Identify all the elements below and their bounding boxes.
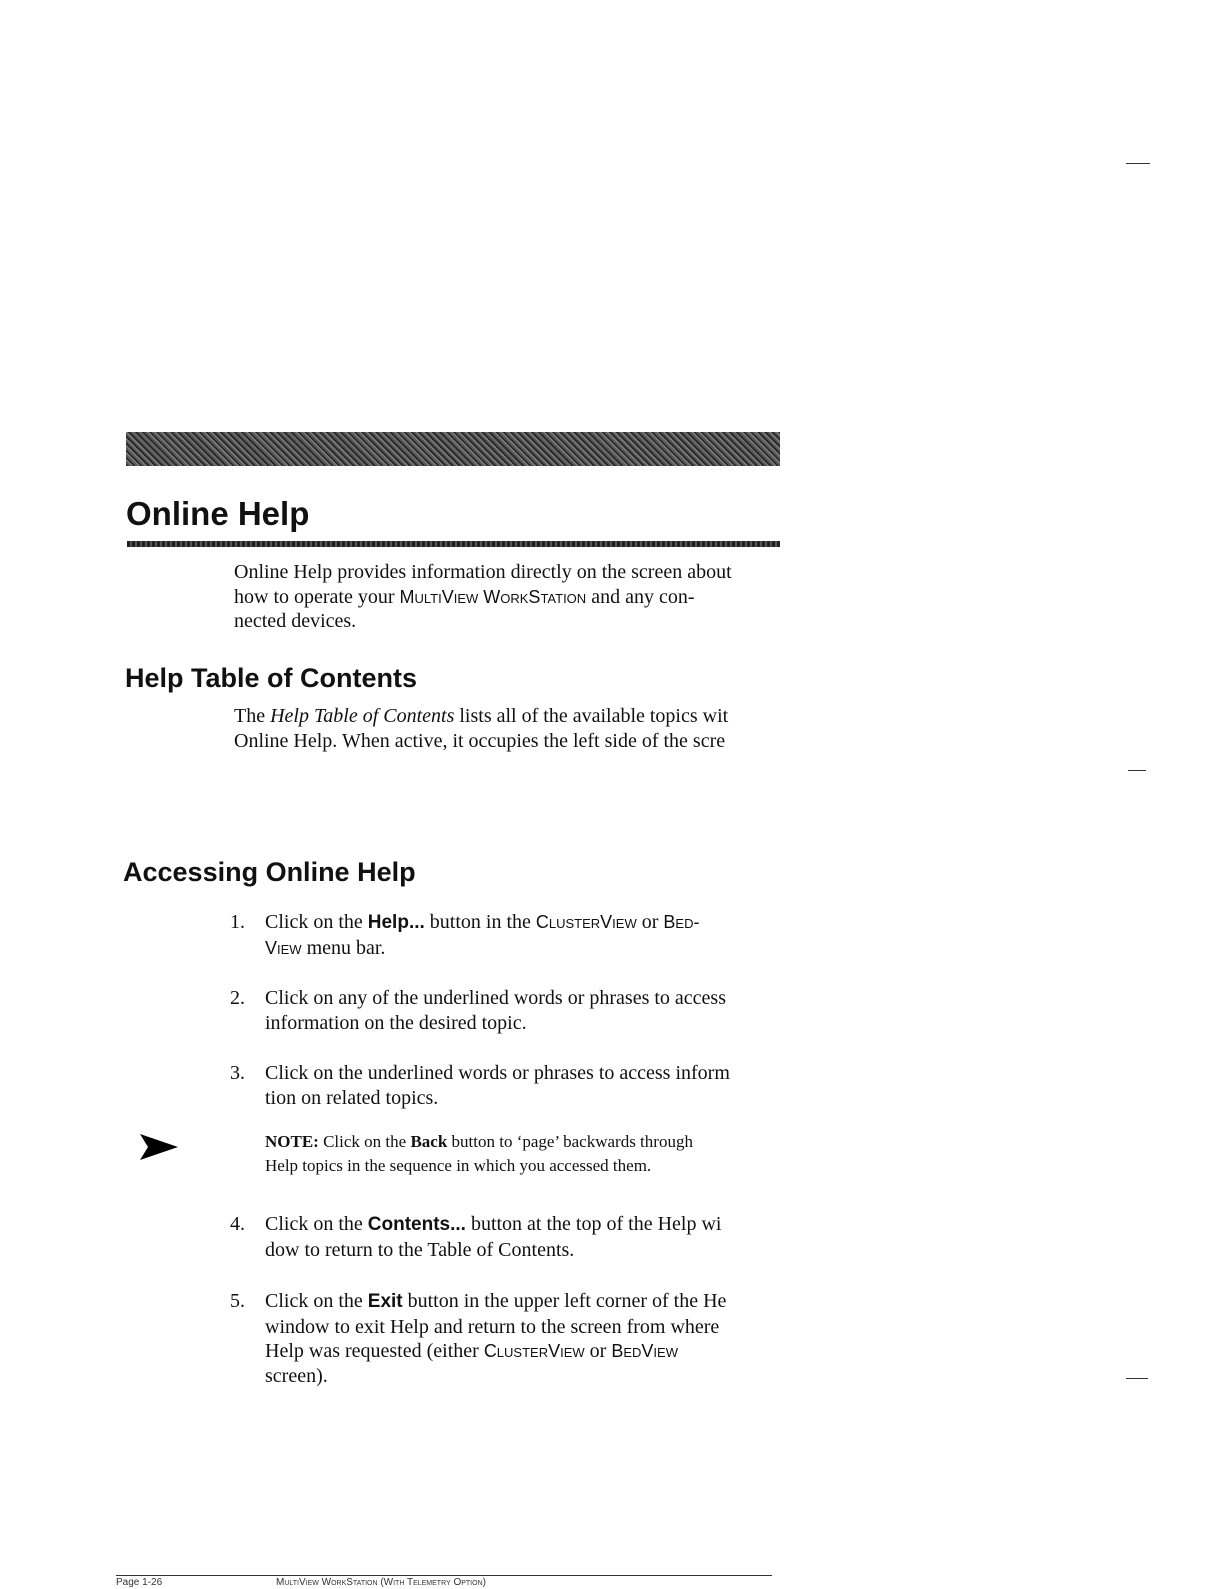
footer-page-number: Page 1-26 bbox=[116, 1577, 163, 1588]
intro-line-2a: how to operate your bbox=[234, 585, 395, 608]
margin-mark bbox=[1128, 770, 1146, 771]
step-text: tion on related topics. bbox=[265, 1086, 439, 1109]
note-block bbox=[265, 1130, 782, 1178]
step-text: button in the bbox=[429, 911, 531, 933]
step-text: Click on the bbox=[265, 911, 363, 933]
step-text: Click on the underlined words or phrases to access inform bbox=[265, 1062, 730, 1084]
contents-button-label: Contents... bbox=[367, 1214, 466, 1235]
footer-rule bbox=[116, 1575, 772, 1576]
step-text: menu bar. bbox=[306, 936, 386, 959]
bedview-name-cont: View bbox=[265, 937, 302, 958]
intro-paragraph bbox=[234, 560, 782, 634]
step-text: Click on any of the underlined words or phrases to access bbox=[265, 987, 726, 1009]
step-5 bbox=[230, 1289, 782, 1388]
step-text: button at the top of the Help wi bbox=[470, 1213, 722, 1235]
step-2 bbox=[230, 986, 782, 1035]
page-title: Online Help bbox=[126, 495, 310, 532]
step-text: information on the desired topic. bbox=[265, 1011, 527, 1034]
product-name: MultiView WorkStation bbox=[399, 586, 587, 607]
clusterview-name: ClusterView bbox=[483, 1341, 585, 1361]
note-arrow-icon bbox=[140, 1134, 178, 1160]
margin-mark bbox=[1126, 163, 1150, 164]
step-text: Help was requested (either bbox=[265, 1340, 479, 1362]
step-text: window to exit Help and return to the screen from where bbox=[265, 1315, 720, 1338]
step-text: or bbox=[641, 911, 659, 933]
step-1 bbox=[230, 910, 782, 960]
note-label: NOTE: bbox=[265, 1132, 319, 1151]
help-button-label: Help... bbox=[367, 912, 425, 933]
step-number: 3. bbox=[230, 1062, 245, 1084]
footer-title: MultiView WorkStation (With Telemetry Option) bbox=[276, 1577, 486, 1588]
toc-paragraph bbox=[234, 704, 782, 753]
accessing-heading: Accessing Online Help bbox=[123, 857, 416, 887]
intro-line-1: Online Help provides information directly on the screen about bbox=[234, 561, 732, 583]
toc-line-2: Online Help. When active, it occupies the left side of the scre bbox=[234, 729, 726, 752]
step-text: button in the upper left corner of the He bbox=[407, 1290, 727, 1312]
intro-line-3: nected devices. bbox=[234, 610, 357, 632]
note-text: Help topics in the sequence in which you accessed them. bbox=[265, 1156, 652, 1175]
step-number: 5. bbox=[230, 1290, 245, 1312]
bedview-name: Bed- bbox=[663, 912, 700, 932]
toc-title-italic: Help Table of Contents bbox=[270, 705, 455, 727]
back-button-label: Back bbox=[410, 1132, 448, 1151]
toc-heading: Help Table of Contents bbox=[125, 663, 418, 693]
step-text: Click on the bbox=[265, 1213, 363, 1235]
step-text: dow to return to the Table of Contents. bbox=[265, 1238, 575, 1261]
margin-mark bbox=[1126, 1378, 1148, 1379]
note-text: button to ‘page’ backwards through bbox=[451, 1132, 693, 1151]
step-4 bbox=[230, 1212, 782, 1262]
note-text: Click on the bbox=[323, 1132, 407, 1151]
step-3 bbox=[230, 1061, 782, 1110]
step-text: Click on the bbox=[265, 1290, 363, 1312]
step-number: 4. bbox=[230, 1213, 245, 1235]
section-banner bbox=[126, 432, 780, 466]
exit-button-label: Exit bbox=[367, 1291, 403, 1312]
step-text: screen). bbox=[265, 1364, 328, 1387]
step-number: 2. bbox=[230, 987, 245, 1009]
intro-line-2b: and any con- bbox=[591, 585, 695, 608]
clusterview-name: ClusterView bbox=[535, 912, 637, 932]
toc-prefix: The bbox=[234, 705, 266, 727]
step-text: or bbox=[589, 1340, 607, 1362]
title-rule bbox=[127, 541, 780, 547]
step-number: 1. bbox=[230, 911, 245, 933]
toc-suffix: lists all of the available topics wit bbox=[459, 705, 729, 727]
bedview-name: BedView bbox=[611, 1341, 678, 1361]
